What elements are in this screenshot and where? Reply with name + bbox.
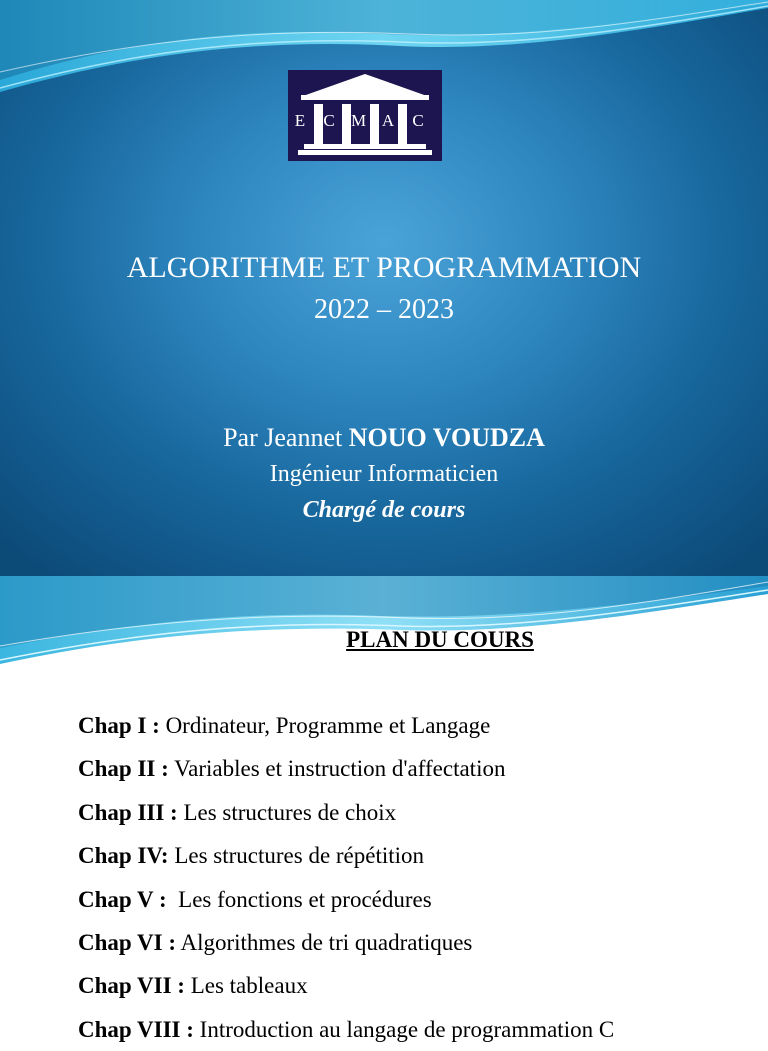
chapter-title: Les structures de choix — [183, 799, 397, 825]
logo-letter: A — [381, 111, 395, 130]
chapter-label: Chap VI : — [78, 930, 176, 956]
chapter-title: Les structures de répétition — [174, 843, 425, 869]
author-line — [0, 422, 768, 454]
ecmac-logo — [288, 70, 442, 161]
chapter-list — [78, 704, 614, 1051]
chapter-item — [78, 704, 614, 747]
chapter-title: Ordinateur, Programme et Langage — [165, 713, 491, 738]
chapter-item — [78, 834, 614, 877]
chapter-label: Chap VII : — [78, 973, 185, 999]
chapter-title: Les tableaux — [190, 973, 308, 999]
chapter-label: Chap I : — [78, 713, 160, 738]
author-charge: Chargé de cours — [302, 497, 466, 523]
chapter-label: Chap II : — [78, 756, 169, 782]
chapter-title: Introduction au langage de programmation C — [199, 1016, 615, 1042]
chapter-label: Chap III : — [78, 799, 178, 825]
logo-letter: E — [294, 111, 306, 130]
academic-year: 2022 – 2023 — [314, 294, 454, 325]
chapter-item — [78, 921, 614, 964]
course-title: ALGORITHME ET PROGRAMMATION — [126, 251, 642, 284]
author-name: NOUO VOUDZA — [348, 423, 545, 452]
chapter-item — [78, 1008, 614, 1051]
chapter-label: Chap V : — [78, 886, 167, 912]
chapter-title: Variables et instruction d'affectation — [174, 756, 506, 782]
logo-letter: M — [351, 111, 367, 130]
chapter-item — [78, 964, 614, 1007]
author-role: Ingénieur Informaticien — [269, 461, 499, 487]
author-prefix: Par Jeannet — [223, 423, 343, 452]
chapter-label: Chap IV: — [78, 843, 169, 869]
chapter-item — [78, 878, 614, 921]
logo-letter: C — [412, 111, 424, 130]
chapter-item — [78, 791, 614, 834]
plan-title: PLAN DU COURS — [346, 627, 534, 652]
plan-slide — [0, 576, 768, 1042]
chapter-title: Algorithmes de tri quadratiques — [180, 930, 473, 956]
chapter-label: Chap VIII : — [78, 1016, 194, 1042]
chapter-title: Les fonctions et procédures — [172, 886, 432, 912]
chapter-item — [78, 747, 614, 790]
logo-letter: C — [323, 111, 335, 130]
decorative-wave-bottom — [0, 576, 768, 671]
